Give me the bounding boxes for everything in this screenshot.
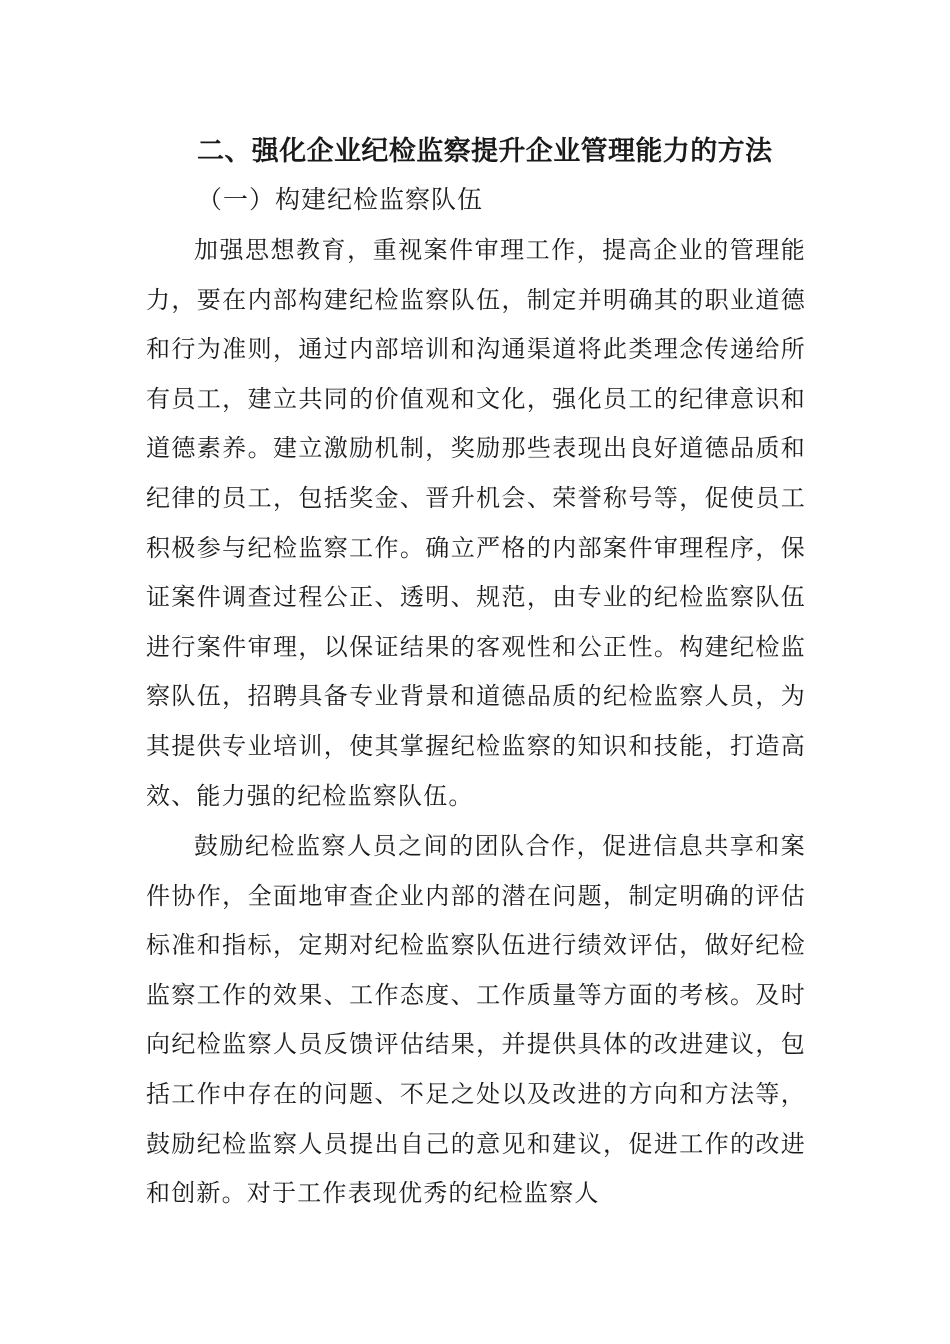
body-paragraph: 加强思想教育，重视案件审理工作，提高企业的管理能力，要在内部构建纪检监察队伍，制定并明确其的职业道德和行为准则，通过内部培训和沟通渠道将此类理念传递给所有员工，建立共同的价值观和文化，强化员工的纪律意识和道德素养。建立激励机制，奖励那些表现出良好道德品质和纪律的员工，包括奖金、晋升机会、荣誉称号等，促使员工积极参与纪检监察工作。确立严格的内部案件审理程序，保证案件调查过程公正、透明、规范，由专业的纪检监察队伍进行案件审理，以保证结果的客观性和公正性。构建纪检监察队伍，招聘具备专业背景和道德品质的纪检监察人员，为其提供专业培训，使其掌握纪检监察的知识和技能，打造高效、能力强的纪检监察队伍。 [146,236,806,810]
subsection-heading: （一）构建纪检监察队伍 [197,185,484,214]
section-heading: 二、强化企业纪检监察提升企业管理能力的方法 [197,136,773,167]
body-paragraph: 鼓励纪检监察人员之间的团队合作，促进信息共享和案件协作，全面地审查企业内部的潜在问题，制定明确的评估标准和指标，定期对纪检监察队伍进行绩效评估，做好纪检监察工作的效果、工作态度、工作质量等方面的考核。及时向纪检监察人员反馈评估结果，并提供具体的改进建议，包括工作中存在的问题、不足之处以及改进的方向和方法等，鼓励纪检监察人员提出自己的意见和建议，促进工作的改进和创新。对于工作表现优秀的纪检监察人 [146,832,806,1208]
